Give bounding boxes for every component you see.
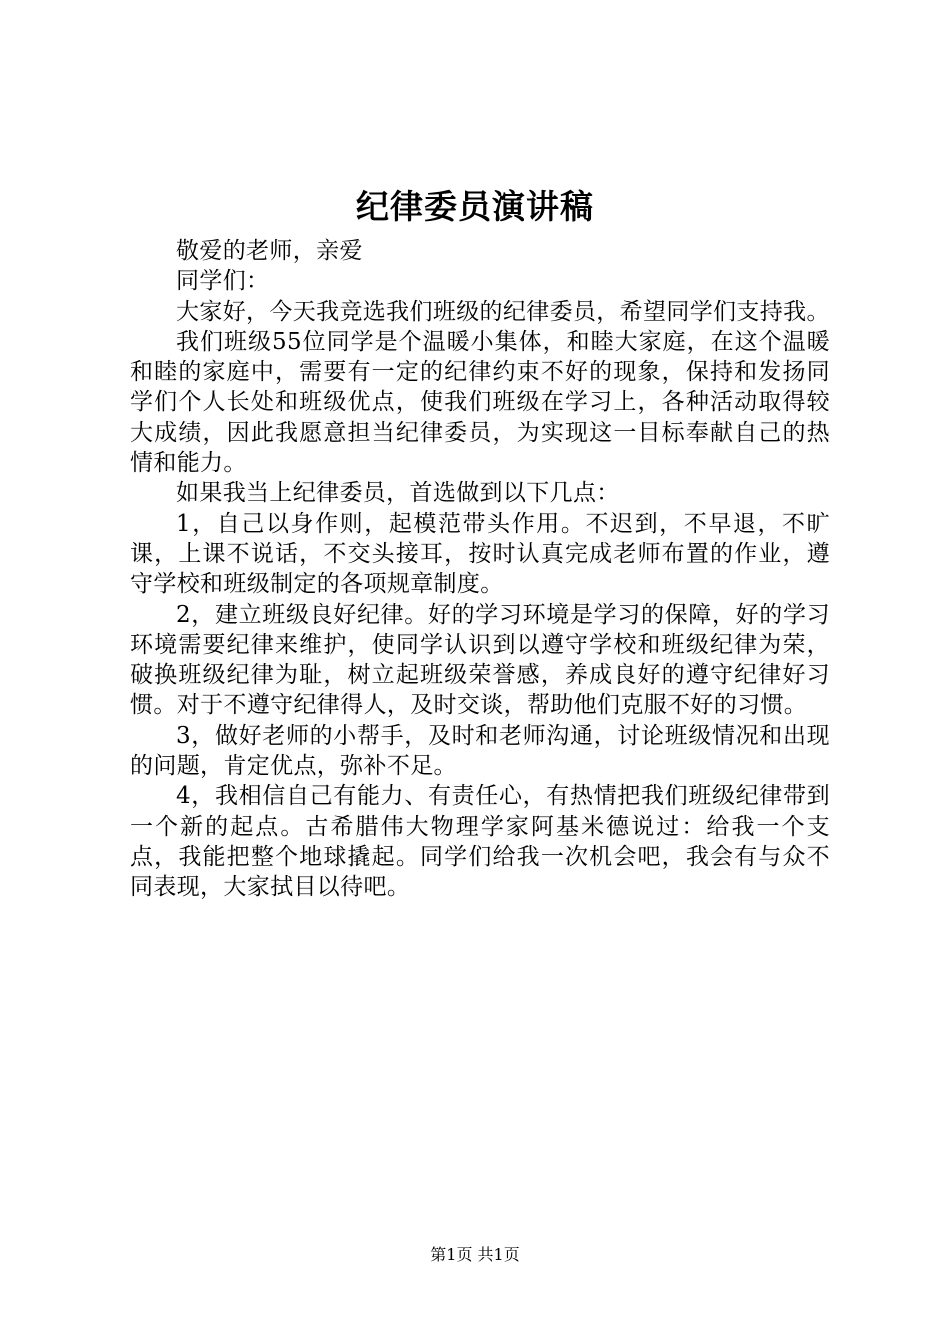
body-paragraph: 大家好，今天我竞选我们班级的纪律委员，希望同学们支持我。 [176, 298, 830, 325]
list-item-2: 2，建立班级良好纪律。好的学习环境是学习的保障，好的学习环境需要纪律来维护，使同学认识到以遵守学校和班级纪律为荣，破换班级纪律为耻，树立起班级荣誉感，养成良好的遵守纪律好习惯。对于不遵守纪律得人，及时交谈，帮助他们克服不好的习惯。 [130, 601, 830, 719]
list-item-4: 4，我相信自己有能力、有责任心，有热情把我们班级纪律带到一个新的起点。古希腊伟大物理学家阿基米德说过：给我一个支点，我能把整个地球撬起。同学们给我一次机会吧，我会有与众不同表现，大家拭目以待吧。 [130, 783, 830, 901]
list-item-1: 1，自己以身作则，起模范带头作用。不迟到，不早退，不旷课，上课不说话，不交头接耳，按时认真完成老师布置的作业，遵守学校和班级制定的各项规章制度。 [130, 510, 830, 598]
document-body [130, 236, 830, 903]
salutation-line-1: 敬爱的老师，亲爱 [176, 238, 363, 264]
document-title: 纪律委员演讲稿 [356, 187, 594, 226]
body-paragraph: 我们班级55位同学是个温暖小集体，和睦大家庭，在这个温暖和睦的家庭中，需要有一定的纪律约束不好的现象，保持和发扬同学们个人长处和班级优点，使我们班级在学习上，各种活动取得较大成绩，因此我愿意担当纪律委员，为实现这一目标奉献自己的热情和能力。 [130, 328, 830, 477]
page-footer: 第1页 共1页 [430, 1245, 520, 1264]
list-item-3: 3，做好老师的小帮手，及时和老师沟通，讨论班级情况和出现的问题，肯定优点，弥补不足。 [130, 722, 830, 780]
salutation-line-2: 同学们： [176, 268, 270, 295]
body-paragraph: 如果我当上纪律委员，首选做到以下几点： [176, 480, 620, 507]
